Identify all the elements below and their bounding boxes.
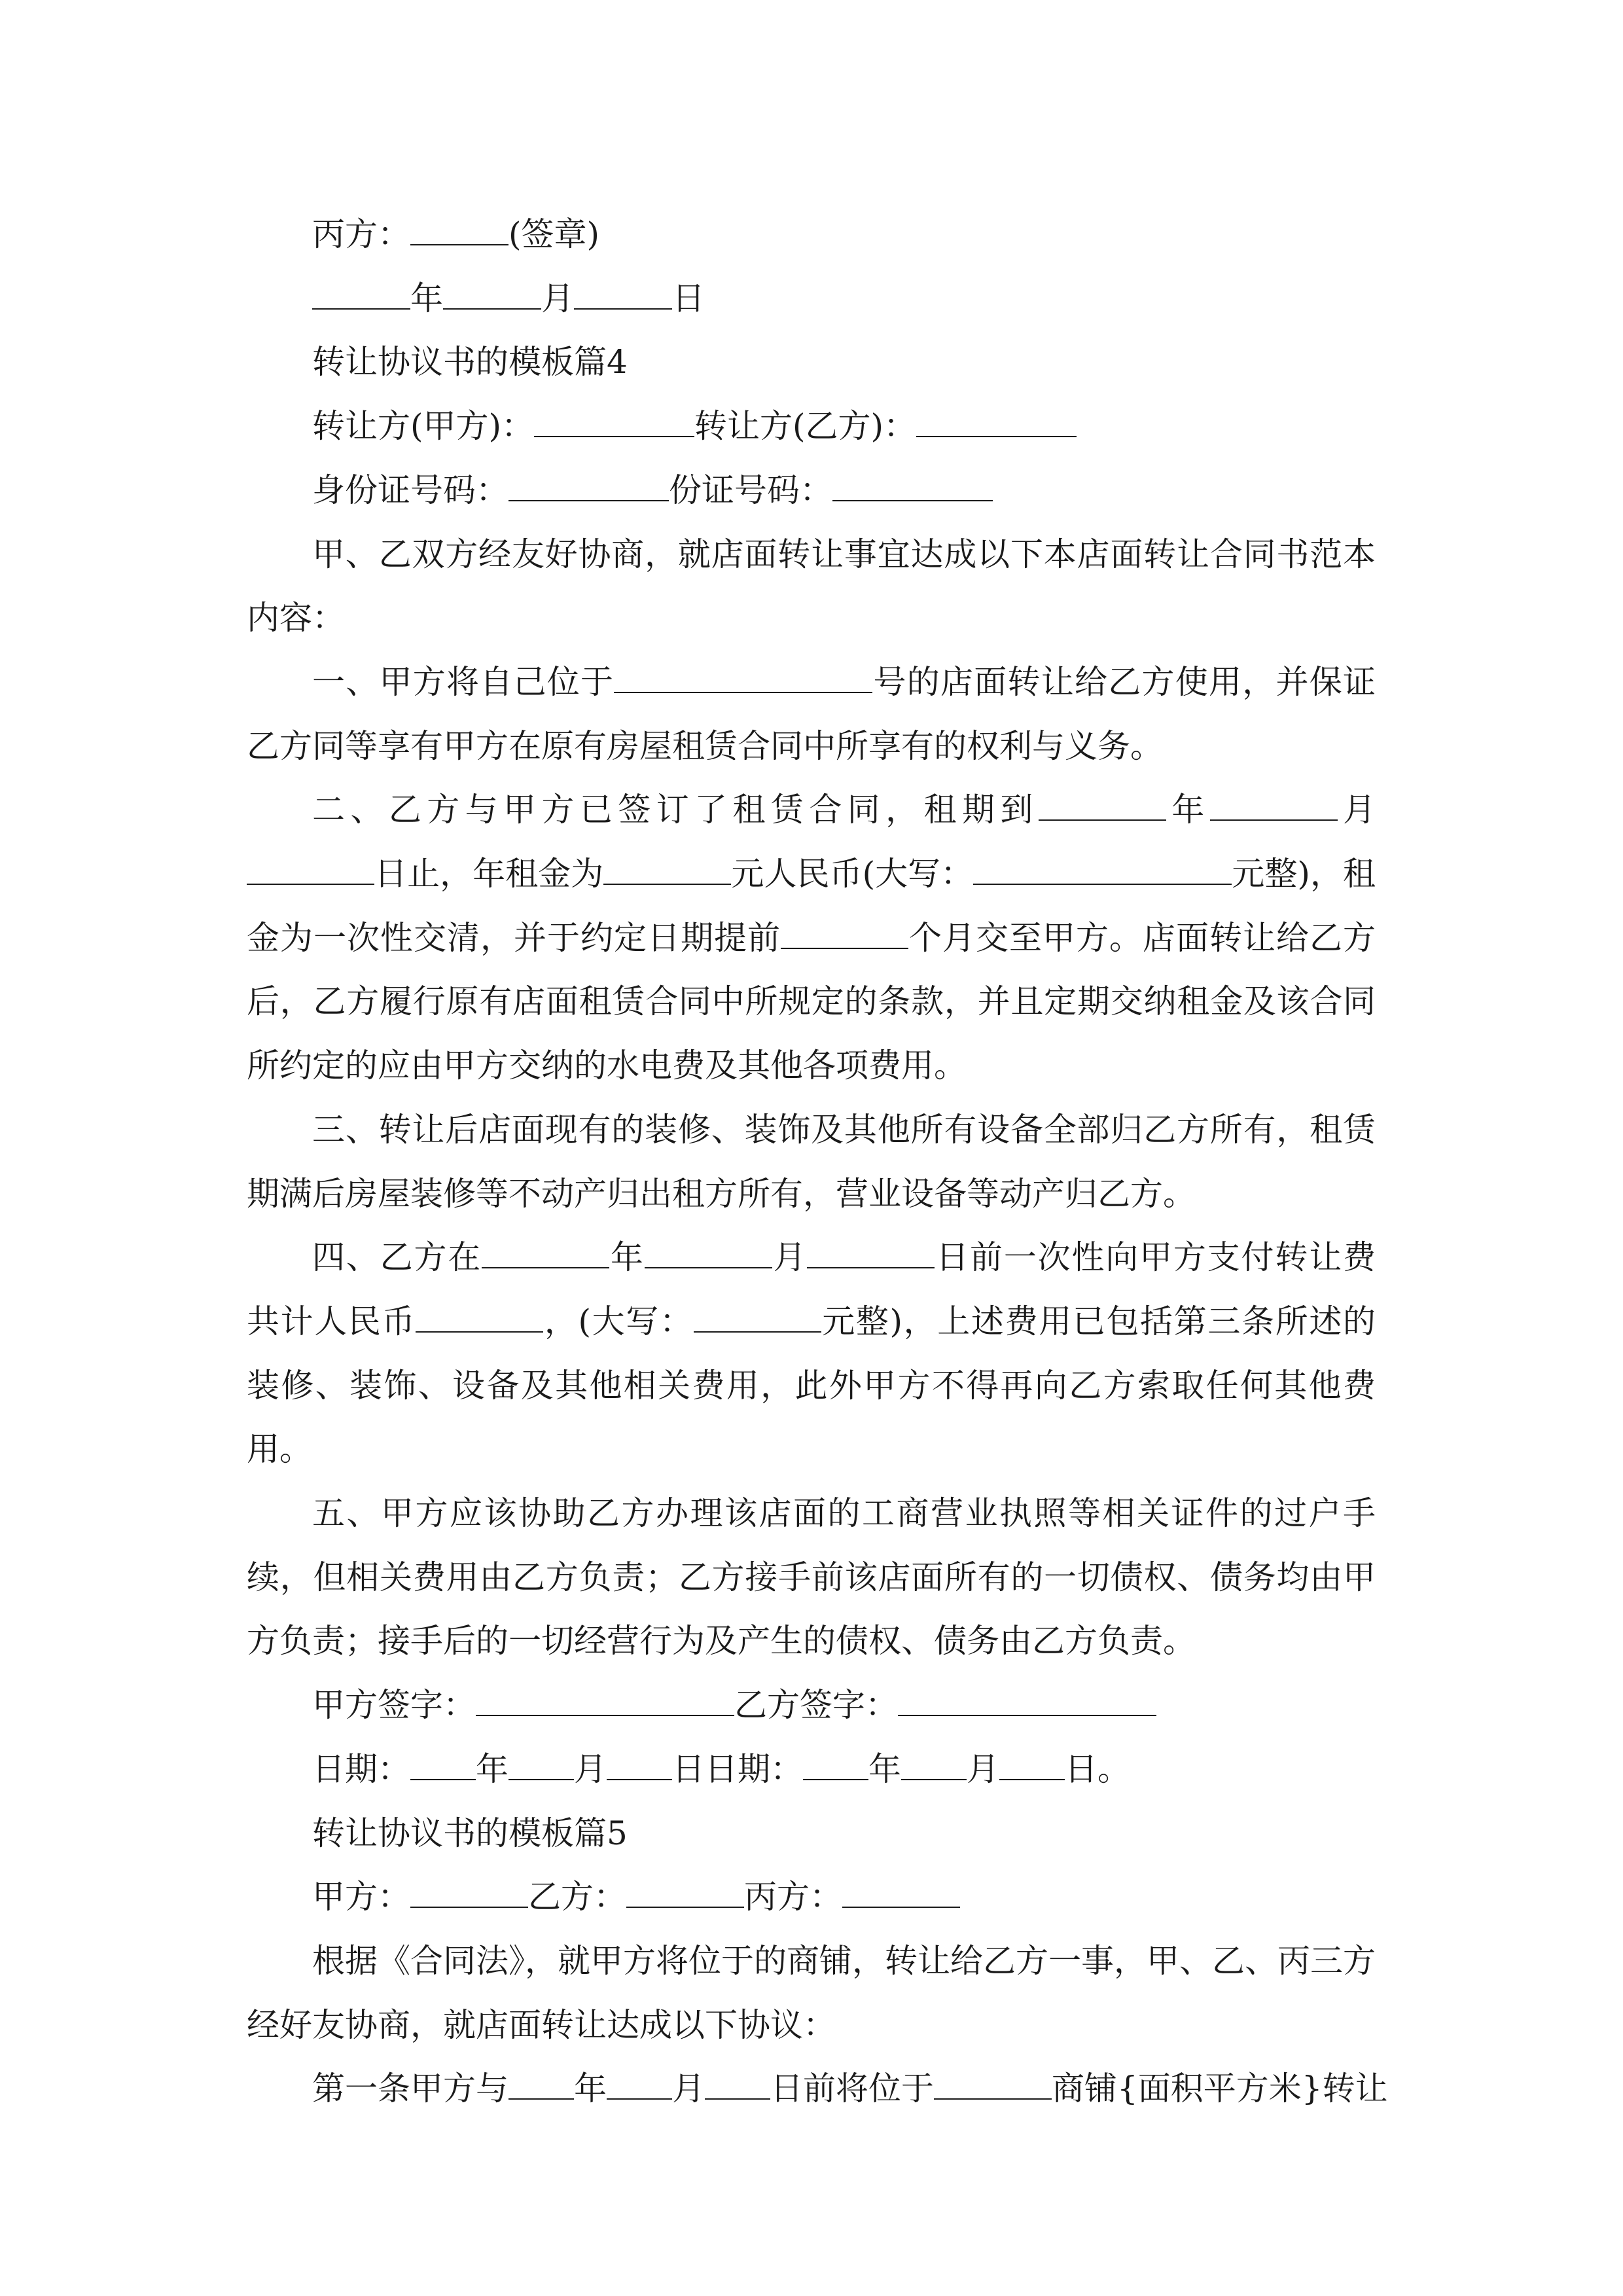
blank-field — [973, 854, 1232, 885]
blank-field — [603, 854, 731, 885]
blank-field — [508, 471, 669, 501]
blank-field — [614, 662, 872, 693]
blank-field — [1039, 790, 1166, 821]
transfer-parties-line: 转让方(甲方)： 转让方(乙方)： — [247, 395, 1376, 459]
clause-3: 三、转让后店面现有的装修、装饰及其他所有设备全部归乙方所有，租赁期满后房屋装修等不动产归出租方所有，营业设备等动产归乙方。 — [247, 1110, 1376, 1213]
blank-field — [410, 215, 508, 245]
blank-field — [934, 2069, 1052, 2100]
blank-field — [508, 1749, 574, 1780]
blank-field — [898, 1685, 1156, 1716]
blank-field — [607, 2069, 672, 2100]
blank-field — [534, 406, 694, 437]
blank-field — [416, 1302, 543, 1333]
blank-field — [781, 918, 908, 949]
blank-field — [807, 1238, 935, 1268]
blank-field — [410, 1877, 528, 1908]
blank-field — [705, 2069, 770, 2100]
section-heading-5: 转让协议书的模板篇5 — [312, 1814, 628, 1852]
document-page — [247, 203, 1388, 2121]
clause-2: 二、乙方与甲方已签订了租赁合同，租期到 年 月日止，年租金为 元人民币(大写： 元整)，租金为一次性交清，并于约定日期提前 个月交至甲方。店面转让给乙方后，乙方履行原有店面租赁合同中所规定的条款，并且定期交纳租金及该合同所约定的应由甲方交纳的水电费及其他各项费用。 — [247, 791, 1376, 1085]
blank-field — [574, 279, 672, 310]
blank-field — [832, 471, 993, 501]
blank-field — [508, 2069, 574, 2100]
article-1: 第一条甲方与 年 月 日前将位于 商铺{面积平方米}转让 — [312, 2070, 1388, 2108]
blank-field — [842, 1877, 960, 1908]
blank-field — [482, 1238, 609, 1268]
blank-field — [443, 279, 541, 310]
signature-line: 甲方签字： 乙方签字： — [247, 1674, 1376, 1738]
blank-field — [1210, 790, 1338, 821]
clause-1: 一、甲方将自己位于 号的店面转让给乙方使用，并保证乙方同等享有甲方在原有房屋租赁合同中所享有的权利与义务。 — [247, 662, 1376, 765]
blank-field — [312, 279, 410, 310]
blank-field — [694, 1302, 821, 1333]
blank-field — [607, 1749, 672, 1780]
clause-5: 五、甲方应该协助乙方办理该店面的工商营业执照等相关证件的过户手续，但相关费用由乙方负责；乙方接手前该店面所有的一切债权、债务均由甲方负责；接手后的一切经营行为及产生的债权、债务由乙方负责。 — [247, 1494, 1376, 1660]
blank-field — [626, 1877, 744, 1908]
blank-field — [247, 854, 374, 885]
blank-field — [645, 1238, 772, 1268]
three-parties-line: 甲方： 乙方： 丙方： — [247, 1865, 1376, 1929]
date-line: 年 月 日 — [247, 267, 1376, 331]
id-number-line: 身份证号码： 份证号码： — [247, 459, 1376, 523]
section-heading-4: 转让协议书的模板篇4 — [312, 343, 628, 382]
party-c-signature-line: 丙方： (签章) — [312, 215, 600, 253]
signature-date-line: 日期： 年 月 日日期： 年 月 日。 — [312, 1749, 1130, 1788]
blank-field — [901, 1749, 967, 1780]
blank-field — [999, 1749, 1065, 1780]
paragraph-intro: 甲、乙双方经友好协商，就店面转让事宜达成以下本店面转让合同书范本内容： — [247, 535, 1376, 637]
blank-field — [803, 1749, 868, 1780]
paragraph-basis: 根据《合同法》，就甲方将位于的商铺，转让给乙方一事，甲、乙、丙三方经好友协商，就店面转让达成以下协议： — [247, 1941, 1376, 2044]
clause-4: 四、乙方在 年 月 日前一次性向甲方支付转让费共计人民币 ，(大写： 元整)，上述费用已包括第三条所述的装修、装饰、设备及其他相关费用，此外甲方不得再向乙方索取任何其他费用。 — [247, 1238, 1376, 1469]
blank-field — [916, 406, 1077, 437]
blank-field — [410, 1749, 476, 1780]
blank-field — [476, 1685, 734, 1716]
